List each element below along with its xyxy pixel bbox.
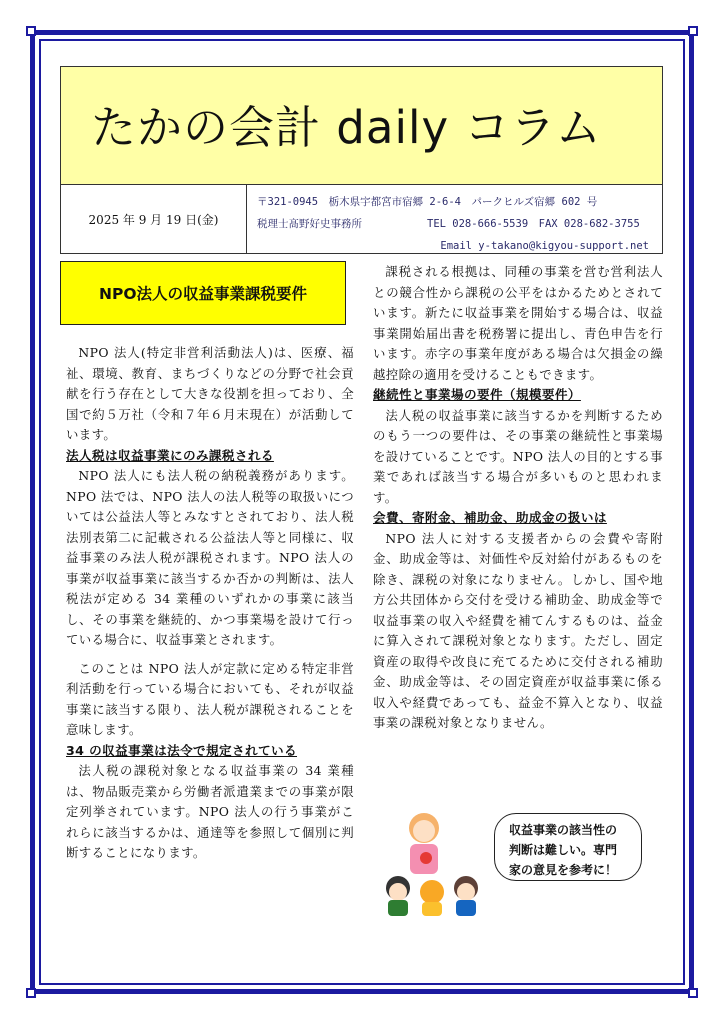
- section-heading: 継続性と事業場の要件（規模要件）: [373, 387, 581, 402]
- section-heading: 34 の収益事業は法令で規定されている: [66, 742, 298, 758]
- issue-date: 2025 年 9 月 19 日(金): [61, 185, 247, 253]
- office-tel-fax: TEL 028-666-5539 FAX 028-682-3755: [427, 218, 640, 230]
- corner-ornament: [26, 988, 36, 998]
- column-title: たかの会計 daily コラム: [91, 101, 602, 154]
- office-name: 税理士髙野好史事務所: [257, 218, 362, 230]
- right-column: [373, 262, 663, 734]
- section-heading: 会費、寄附金、補助金、助成金の扱いは: [373, 510, 607, 525]
- paragraph: 課税される根拠は、同種の事業を営む営利法人との競合性から課税の公平をはかるためとされています。新たに収益事業を開始する場合は、収益事業開始届出書を税務署に提出し、青色申告を行います。赤字の事業年度がある場合は欠損金の繰越控除の適用を受けることもできます。: [373, 264, 663, 382]
- corner-ornament: [688, 988, 698, 998]
- left-column: [66, 343, 354, 864]
- section-heading: 法人税は収益事業にのみ課税される: [66, 447, 274, 463]
- office-phone-row: [257, 213, 657, 235]
- speech-bubble: [494, 813, 642, 881]
- corner-ornament: [688, 26, 698, 36]
- paragraph: NPO 法人に対する支援者からの会費や寄附金、助成金等は、対価性や反対給付があるものを除き、課税の対象になりません。しかし、国や地方公共団体から交付を受ける補助金、助成金等で収益事業の収入や経費を補てんするものは、益金に算入されて課税対象となります。ただし、固定資産の取得や改良に充てるために交付される補助金、助成金等は、その固定資産が収益事業に係る収入や経費であっても、益金不算入となり、収益事業の課税対象となりません。: [373, 530, 663, 730]
- corner-ornament: [26, 26, 36, 36]
- paragraph: NPO 法人にも法人税の納税義務があります。NPO 法では、NPO 法人の法人税等の取扱いについては公益法人等とみなすとされており、法人税法別表第二に記載される公益法人等と同様に、収益事業のみ法人税が課税されます。NPO 法人の事業が収益事業に該当するか否かの判断は、法人税法が定める 34 業種のいずれかの事業に該当し、その事業を継続的、かつ事業場を設けて行っている場合に、収益事業とされます。: [66, 468, 354, 647]
- paragraph: NPO 法人(特定非営利活動法人)は、医療、福祉、環境、教育、まちづくりなどの分野で社会貢献を行う存在として大きな役割を担っており、全国で約５万社（令和７年６月末現在）が活動しています。: [66, 345, 354, 442]
- teacher-children-illustration: [376, 806, 492, 916]
- article-headline: NPO法人の収益事業課税要件: [60, 261, 346, 325]
- title-box: [61, 67, 662, 185]
- bubble-line: 収益事業の該当性の: [509, 823, 618, 837]
- paragraph: 法人税の課税対象となる収益事業の 34 業種は、物品販売業から労働者派遣業までの事業が限定列挙されています。NPO 法人の行う事業がこれらに該当するかは、通達等を参照して個別に判断することになります。: [66, 763, 354, 860]
- paragraph: このことは NPO 法人が定款に定める特定非営利活動を行っている場合においても、それが収益事業に該当する限り、法人税が課税されることを意味します。: [66, 660, 354, 737]
- masthead: [60, 66, 663, 254]
- office-email[interactable]: Email y-takano@kigyou-support.net: [440, 240, 649, 252]
- paragraph: 法人税の収益事業に該当するかを判断するためのもう一つの要件は、その事業の継続性と事業場を設けていることです。NPO 法人の目的とする事業であれば該当する場合が多いものと思われます。: [373, 407, 663, 505]
- bubble-line: 判断は難しい。専門: [509, 843, 618, 857]
- office-address: 〒321-0945 栃木県宇都宮市宿郷 2-6-4 パークヒルズ宿郷 602 号: [257, 196, 598, 208]
- bubble-line: 家の意見を参考に！: [509, 863, 618, 877]
- office-contact: [257, 191, 657, 257]
